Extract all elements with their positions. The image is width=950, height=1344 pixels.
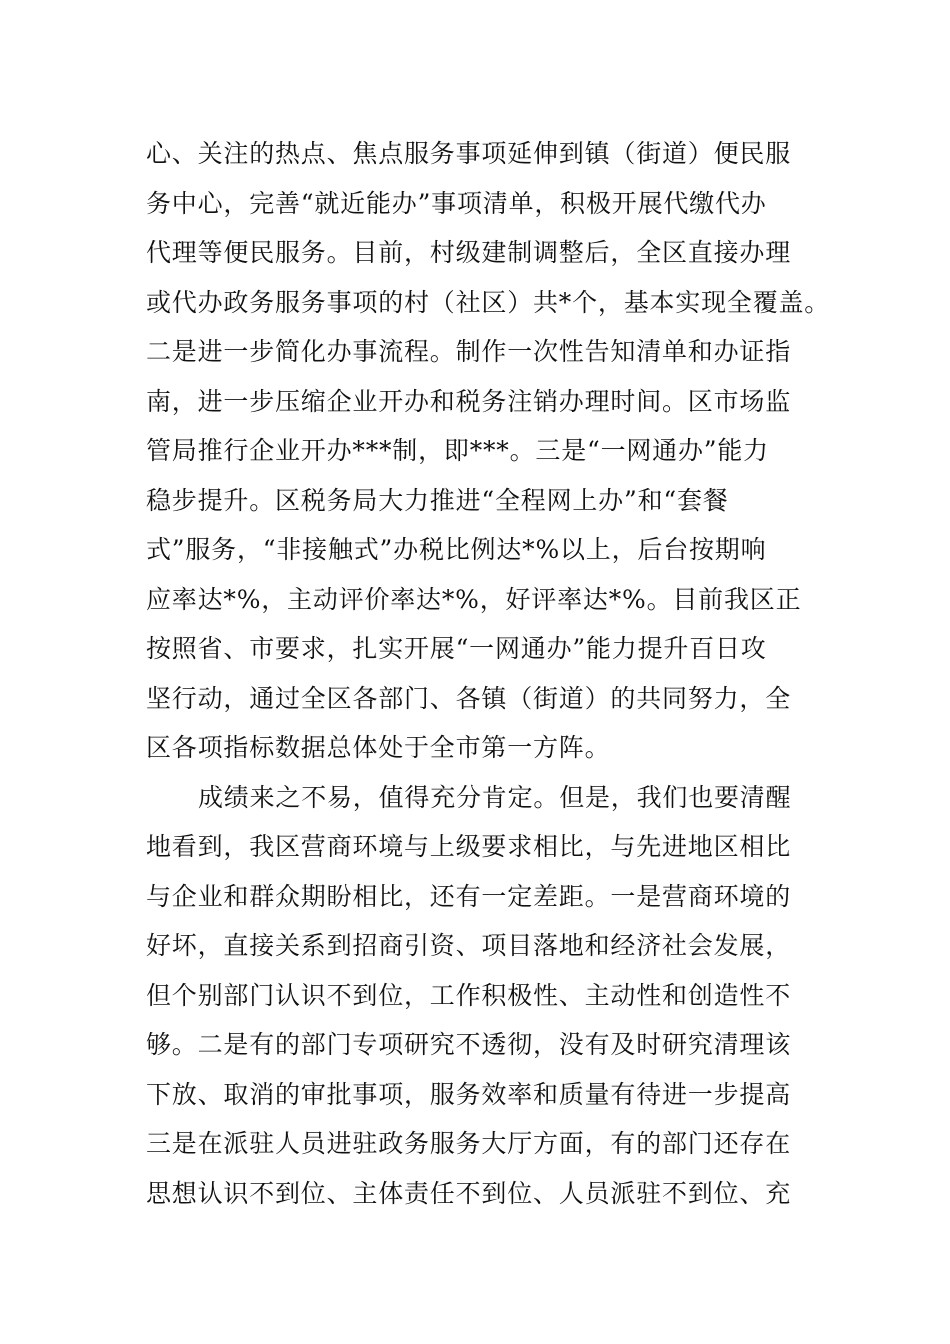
text-line: 地看到，我区营商环境与上级要求相比，与先进地区相比 <box>146 832 792 861</box>
text-line: 管局推行企业开办***制，即***。三是“一网通办”能力 <box>146 436 769 465</box>
text-line: 应率达*%，主动评价率达*%，好评率达*%。目前我区正 <box>146 584 802 614</box>
body-text <box>146 129 831 1218</box>
text-line: 够。二是有的部门专项研究不透彻，没有及时研究清理该 <box>146 1030 792 1059</box>
text-line: 思想认识不到位、主体责任不到位、人员派驻不到位、充 <box>146 1178 792 1208</box>
text-line: 或代办政务服务事项的村（社区）共*个，基本实现全覆盖。 <box>146 287 831 317</box>
text-line: 南，进一步压缩企业开办和税务注销办理时间。区市场监 <box>146 386 792 416</box>
text-line: 代理等便民服务。目前，村级建制调整后，全区直接办理 <box>146 238 792 267</box>
paragraph-start-line: 成绩来之不易，值得充分肯定。但是，我们也要清醒 <box>198 782 792 812</box>
text-line: 与企业和群众期盼相比，还有一定差距。一是营商环境的 <box>146 881 792 911</box>
text-line: 但个别部门认识不到位，工作积极性、主动性和创造性不 <box>146 980 792 1010</box>
text-line: 区各项指标数据总体处于全市第一方阵。 <box>146 733 611 762</box>
text-line: 下放、取消的审批事项，服务效率和质量有待进一步提高 <box>146 1079 792 1109</box>
text-line: 二是进一步简化办事流程。制作一次性告知清单和办证指 <box>146 337 792 366</box>
text-line: 三是在派驻人员进驻政务服务大厅方面，有的部门还存在 <box>146 1129 792 1158</box>
text-line: 坚行动，通过全区各部门、各镇（街道）的共同努力，全 <box>146 683 792 713</box>
text-line: 稳步提升。区税务局大力推进“全程网上办”和“套餐 <box>146 485 729 515</box>
text-line: 务中心，完善“就近能办”事项清单，积极开展代缴代办 <box>146 188 767 218</box>
text-line: 式”服务，“非接触式”办税比例达*%以上，后台按期响 <box>146 535 767 564</box>
text-line: 心、关注的热点、焦点服务事项延伸到镇（街道）便民服 <box>146 139 792 168</box>
text-line: 好坏，直接关系到招商引资、项目落地和经济社会发展， <box>146 931 792 960</box>
text-line: 按照省、市要求，扎实开展“一网通办”能力提升百日攻 <box>146 634 767 663</box>
